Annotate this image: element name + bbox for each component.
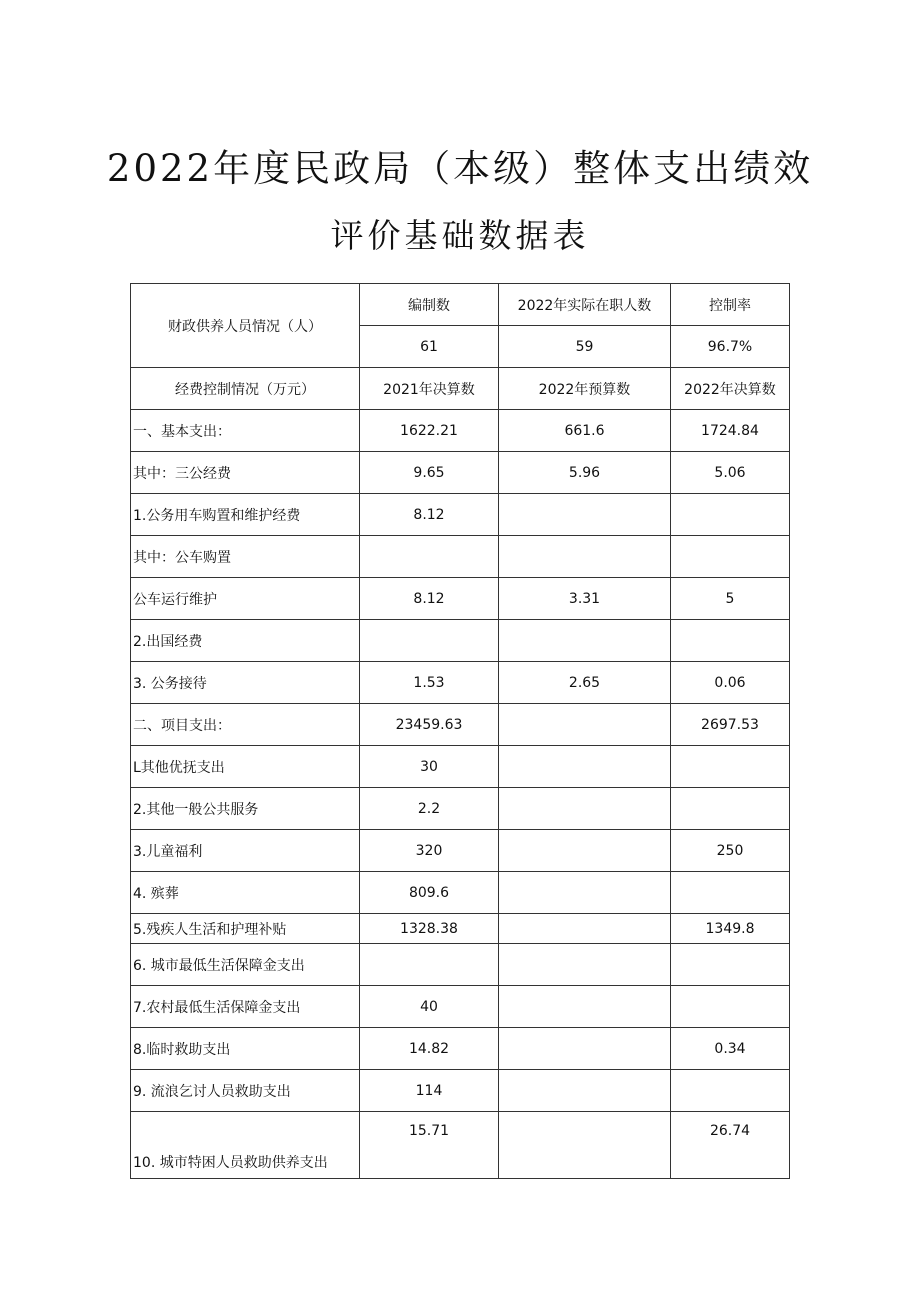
table-row [131, 986, 790, 1028]
table-row [131, 494, 790, 536]
row-label: L其他优抚支出 [131, 746, 360, 788]
cell-2021-final: 320 [360, 830, 499, 872]
table-row [131, 620, 790, 662]
cell-2021-final: 23459.63 [360, 704, 499, 746]
cell-2022-budget [499, 1070, 671, 1112]
cell-2021-final [360, 620, 499, 662]
row-label: 10. 城市特困人员救助供养支出 [131, 1112, 360, 1179]
cell-2022-budget [499, 944, 671, 986]
row-label: 二、项目支出： [131, 704, 360, 746]
table-row [131, 944, 790, 986]
row-label: 其中：公车购置 [131, 536, 360, 578]
row-label: 3. 公务接待 [131, 662, 360, 704]
cell-2022-budget: 661.6 [499, 410, 671, 452]
cell-2022-budget [499, 1028, 671, 1070]
table-row [131, 410, 790, 452]
cell-2022-final: 26.74 [671, 1112, 790, 1179]
cell-2022-final [671, 986, 790, 1028]
table-row [131, 872, 790, 914]
table-row [131, 662, 790, 704]
cell-2021-final: 1622.21 [360, 410, 499, 452]
cell-2021-final [360, 536, 499, 578]
cell-2022-budget [499, 830, 671, 872]
cell-2022-budget: 5.96 [499, 452, 671, 494]
cell-2022-budget [499, 986, 671, 1028]
row-label: 4. 殡葬 [131, 872, 360, 914]
cell-2021-final [360, 944, 499, 986]
header-authorized-count: 编制数 [360, 284, 499, 326]
cell-2022-budget: 3.31 [499, 578, 671, 620]
row-label: 其中：三公经费 [131, 452, 360, 494]
cell-2022-final [671, 788, 790, 830]
row-label: 1.公务用车购置和维护经费 [131, 494, 360, 536]
cell-2021-final: 2.2 [360, 788, 499, 830]
table-row [131, 788, 790, 830]
row-label: 9. 流浪乞讨人员救助支出 [131, 1070, 360, 1112]
header-2022-budget: 2022年预算数 [499, 368, 671, 410]
cell-2021-final: 1.53 [360, 662, 499, 704]
header-2022-final: 2022年决算数 [671, 368, 790, 410]
cell-2022-budget [499, 494, 671, 536]
cell-2022-final: 0.34 [671, 1028, 790, 1070]
funding-header-row [131, 368, 790, 410]
cell-2021-final: 30 [360, 746, 499, 788]
cell-2022-budget [499, 788, 671, 830]
header-actual-staff: 2022年实际在职人数 [499, 284, 671, 326]
cell-2021-final: 8.12 [360, 578, 499, 620]
cell-2022-budget [499, 914, 671, 944]
performance-data-table [130, 283, 790, 1179]
funding-label: 经费控制情况（万元） [131, 368, 360, 410]
row-label: 3.儿童福利 [131, 830, 360, 872]
cell-2022-final: 250 [671, 830, 790, 872]
cell-2022-budget [499, 1112, 671, 1179]
table-row [131, 746, 790, 788]
cell-2022-budget [499, 536, 671, 578]
cell-2021-final: 114 [360, 1070, 499, 1112]
cell-2022-final [671, 494, 790, 536]
value-authorized-count: 61 [360, 326, 499, 368]
table-row [131, 536, 790, 578]
table-row [131, 914, 790, 944]
cell-2022-final [671, 872, 790, 914]
document-title-line1: 2022年度民政局（本级）整体支出绩效 [106, 147, 814, 190]
staffing-label: 财政供养人员情况（人） [131, 284, 360, 368]
row-label: 2.其他一般公共服务 [131, 788, 360, 830]
cell-2022-final: 5 [671, 578, 790, 620]
table-row [131, 704, 790, 746]
cell-2021-final: 8.12 [360, 494, 499, 536]
row-label: 一、基本支出： [131, 410, 360, 452]
cell-2021-final: 15.71 [360, 1112, 499, 1179]
cell-2022-final [671, 620, 790, 662]
cell-2021-final: 1328.38 [360, 914, 499, 944]
table-row [131, 578, 790, 620]
cell-2021-final: 9.65 [360, 452, 499, 494]
document-title-line2: 评价基础数据表 [330, 216, 590, 255]
cell-2021-final: 809.6 [360, 872, 499, 914]
row-label: 7.农村最低生活保障金支出 [131, 986, 360, 1028]
cell-2022-final: 1349.8 [671, 914, 790, 944]
row-label: 6. 城市最低生活保障金支出 [131, 944, 360, 986]
table-row [131, 1070, 790, 1112]
value-control-rate: 96.7% [671, 326, 790, 368]
cell-2022-budget [499, 746, 671, 788]
cell-2022-budget [499, 704, 671, 746]
cell-2022-final: 1724.84 [671, 410, 790, 452]
table-row [131, 830, 790, 872]
table-row [131, 452, 790, 494]
table-row [131, 1112, 790, 1179]
cell-2022-final: 2697.53 [671, 704, 790, 746]
header-control-rate: 控制率 [671, 284, 790, 326]
row-label: 2.出国经费 [131, 620, 360, 662]
table-row [131, 1028, 790, 1070]
cell-2022-final [671, 944, 790, 986]
cell-2022-final: 0.06 [671, 662, 790, 704]
row-label: 8.临时救助支出 [131, 1028, 360, 1070]
cell-2022-budget [499, 620, 671, 662]
staffing-header-row [131, 284, 790, 326]
cell-2022-budget: 2.65 [499, 662, 671, 704]
value-actual-staff: 59 [499, 326, 671, 368]
cell-2022-final [671, 1070, 790, 1112]
row-label: 5.残疾人生活和护理补贴 [131, 914, 360, 944]
cell-2022-budget [499, 872, 671, 914]
cell-2022-final [671, 746, 790, 788]
cell-2021-final: 40 [360, 986, 499, 1028]
header-2021-final: 2021年决算数 [360, 368, 499, 410]
row-label: 公车运行维护 [131, 578, 360, 620]
cell-2022-final: 5.06 [671, 452, 790, 494]
cell-2022-final [671, 536, 790, 578]
cell-2021-final: 14.82 [360, 1028, 499, 1070]
